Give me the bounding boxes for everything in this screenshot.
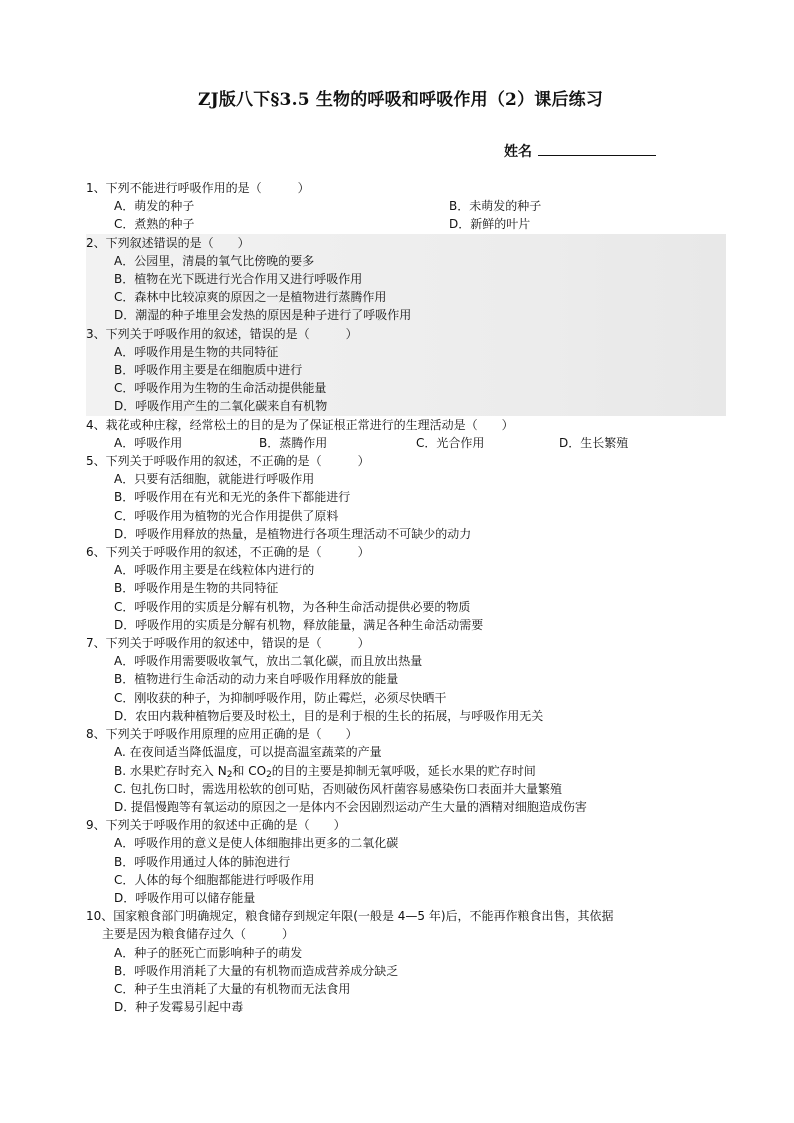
question-6 (86, 543, 726, 634)
nitrogen-subscript: 2 (226, 769, 233, 780)
option-b[interactable]: B．蒸腾作用 (259, 435, 328, 450)
option-a[interactable]: A．呼吸作用的意义是使人体细胞排出更多的二氧化碳 (114, 836, 399, 851)
question-stem: 7、下列关于呼吸作用的叙述中，错误的是（ ） (86, 636, 370, 651)
option-a[interactable]: A．呼吸作用是生物的共同特征 (114, 344, 279, 359)
question-3 (86, 325, 726, 416)
question-stem: 9、下列关于呼吸作用的叙述中正确的是（ ） (86, 818, 346, 833)
option-d[interactable]: D. 提倡慢跑等有氧运动的原因之一是体内不会因剧烈运动产生大量的酒精对细胞造成伤害 (114, 799, 587, 814)
option-b[interactable]: B．呼吸作用消耗了大量的有机物而造成营养成分缺乏 (114, 963, 399, 978)
option-a[interactable]: A．种子的胚死亡而影响种子的萌发 (114, 945, 303, 960)
question-10 (86, 907, 726, 1016)
option-a[interactable]: A．呼吸作用需要吸收氧气，放出二氧化碳，而且放出热量 (114, 654, 423, 669)
option-b-rest: 的目的主要是抑制无氧呼吸，延长水果的贮存时间 (271, 763, 536, 778)
option-b[interactable]: B．未萌发的种子 (449, 199, 542, 214)
question-5 (86, 452, 726, 543)
question-list (86, 179, 726, 1016)
option-d[interactable]: D．呼吸作用释放的热量，是植物进行各项生理活动不可缺少的动力 (114, 526, 472, 541)
option-c[interactable]: C．呼吸作用为植物的光合作用提供了原料 (114, 508, 339, 523)
question-2 (86, 234, 726, 325)
option-d[interactable]: D．农田内栽种植物后要及时松土，目的是利于根的生长的拓展，与呼吸作用无关 (114, 708, 544, 723)
question-stem-continued: 主要是因为粮食储存过久（ ） (102, 927, 295, 942)
option-c[interactable]: C．呼吸作用为生物的生命活动提供能量 (114, 381, 327, 396)
option-b[interactable]: B．呼吸作用是生物的共同特征 (114, 581, 279, 596)
question-9 (86, 816, 726, 907)
option-a[interactable]: A．呼吸作用 (114, 435, 183, 450)
option-a[interactable]: A．萌发的种子 (114, 199, 195, 214)
option-b[interactable]: B．呼吸作用主要是在细胞质中进行 (114, 363, 303, 378)
question-stem: 1、下列不能进行呼吸作用的是（ ） (86, 181, 310, 195)
question-stem: 6、下列关于呼吸作用的叙述，不正确的是（ ） (86, 545, 370, 560)
option-d[interactable]: D．潮湿的种子堆里会发热的原因是种子进行了呼吸作用 (114, 308, 412, 323)
option-d[interactable]: D．呼吸作用可以储存能量 (114, 890, 256, 905)
question-8 (86, 725, 726, 816)
option-c[interactable]: C．森林中比较凉爽的原因之一是植物进行蒸腾作用 (114, 290, 387, 305)
question-4 (86, 416, 726, 452)
option-c[interactable]: C．呼吸作用的实质是分解有机物，为各种生命活动提供必要的物质 (114, 599, 471, 614)
option-a[interactable]: A．呼吸作用主要是在线粒体内进行的 (114, 563, 315, 578)
option-b[interactable]: B．植物进行生命活动的动力来自呼吸作用释放的能量 (114, 672, 399, 687)
option-b-prefix: B. 水果贮存时充入 (114, 763, 214, 778)
option-c[interactable]: C. 包扎伤口时，需选用松软的创可贴，否则破伤风杆菌容易感染伤口表面并大量繁殖 (114, 781, 563, 796)
option-c[interactable]: C．刚收获的种子，为抑制呼吸作用，防止霉烂，必须尽快晒干 (114, 690, 447, 705)
page-title: ZJ版八下§3.5 生物的呼吸和呼吸作用（2）课后练习 (198, 90, 604, 110)
option-d[interactable]: D．新鲜的叶片 (449, 217, 531, 232)
carbon-dioxide-subscript: 2 (266, 769, 272, 780)
option-d[interactable]: D．生长繁殖 (559, 435, 629, 450)
question-stem: 2、下列叙述错误的是（ ） (86, 235, 250, 250)
option-b[interactable] (86, 762, 726, 780)
carbon-dioxide-symbol: 和 CO (232, 763, 267, 778)
question-stem: 5、下列关于呼吸作用的叙述，不正确的是（ ） (86, 454, 370, 469)
name-blank-line[interactable] (538, 141, 656, 156)
option-a[interactable]: A．只要有活细胞，就能进行呼吸作用 (114, 472, 315, 487)
question-stem: 10、国家粮食部门明确规定，粮食储存到规定年限(一般是 4—5 年)后，不能再作粮食出售，其依据 (86, 909, 614, 924)
option-d[interactable]: D．种子发霉易引起中毒 (114, 1000, 244, 1015)
option-b[interactable]: B．植物在光下既进行光合作用又进行呼吸作用 (114, 272, 363, 287)
question-stem: 4、栽花或种庄稼，经常松土的目的是为了保证根正常进行的生理活动是（ ） (86, 417, 514, 432)
question-7 (86, 634, 726, 725)
option-d[interactable]: D．呼吸作用的实质是分解有机物，释放能量，满足各种生命活动需要 (114, 617, 484, 632)
option-c[interactable]: C．人体的每个细胞都能进行呼吸作用 (114, 872, 315, 887)
question-1 (86, 179, 726, 234)
question-stem: 8、下列关于呼吸作用原理的应用正确的是（ ） (86, 727, 358, 742)
option-a[interactable]: A. 在夜间适当降低温度，可以提高温室蔬菜的产量 (114, 745, 382, 760)
option-c[interactable]: C．种子生虫消耗了大量的有机物而无法食用 (114, 981, 351, 996)
option-b[interactable]: B．呼吸作用在有光和无光的条件下都能进行 (114, 490, 351, 505)
option-b[interactable]: B．呼吸作用通过人体的肺泡进行 (114, 854, 291, 869)
question-stem: 3、下列关于呼吸作用的叙述，错误的是（ ） (86, 326, 358, 341)
name-label: 姓名 (504, 144, 532, 160)
option-d[interactable]: D．呼吸作用产生的二氧化碳来自有机物 (114, 399, 328, 414)
name-field-row (504, 141, 656, 161)
nitrogen-symbol: N (217, 763, 227, 778)
option-c[interactable]: C．光合作用 (416, 435, 485, 450)
option-a[interactable]: A．公园里，清晨的氧气比傍晚的要多 (114, 253, 315, 268)
option-c[interactable]: C．煮熟的种子 (114, 217, 195, 232)
